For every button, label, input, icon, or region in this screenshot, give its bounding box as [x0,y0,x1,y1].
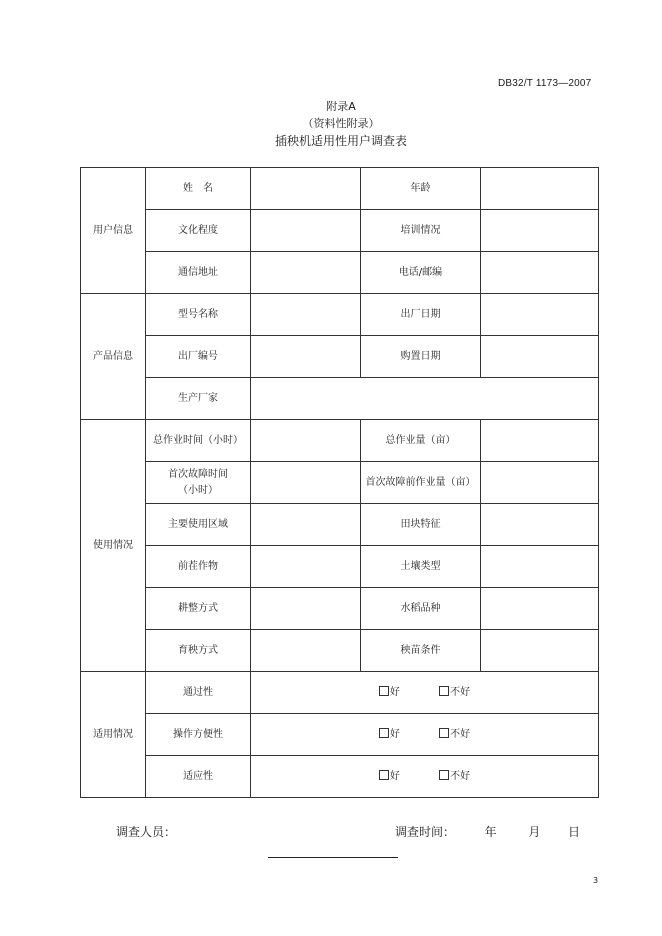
field-education[interactable] [251,210,361,252]
label-mfg-date: 出厂日期 [361,294,481,336]
table-row [81,630,599,672]
checkbox-good-label: 好 [389,686,400,698]
checkbox-bad[interactable] [439,685,470,701]
table-row [81,294,599,336]
checkbox-bad[interactable] [439,769,470,785]
table-row [81,378,599,420]
label-first-fault-area: 首次故障前作业量（亩） [361,462,481,504]
field-seedling-condition[interactable] [481,630,599,672]
label-total-hours: 总作业时间（小时） [146,420,251,462]
label-first-fault-time-line2: （小时） [178,484,218,496]
label-address: 通信地址 [146,252,251,294]
field-seedling-method[interactable] [251,630,361,672]
field-mfg-date[interactable] [481,294,599,336]
page-number: 3 [593,876,599,885]
table-row [81,504,599,546]
field-model[interactable] [251,294,361,336]
field-region[interactable] [251,504,361,546]
label-soil-type: 土壤类型 [361,546,481,588]
label-field-features: 田块特征 [361,504,481,546]
checkbox-square-icon[interactable] [439,728,449,738]
checkbox-square-icon[interactable] [379,728,389,738]
checkbox-good[interactable] [379,727,400,743]
table-row [81,714,599,756]
table-row [81,462,599,504]
label-seedling-method: 育秧方式 [146,630,251,672]
label-name: 姓 名 [146,168,251,210]
section-user-info: 用户信息 [81,168,146,294]
label-total-area: 总作业量（亩） [361,420,481,462]
options-adaptability [251,756,599,798]
label-purchase-date: 购置日期 [361,336,481,378]
appendix-label: 附录A [326,100,356,113]
field-name[interactable] [251,168,361,210]
section-usage: 使用情况 [81,420,146,672]
section-product-info: 产品信息 [81,294,146,420]
field-purchase-date[interactable] [481,336,599,378]
label-first-fault-time-line1: 首次故障时间 [168,468,228,480]
checkbox-bad-label: 不好 [450,770,471,782]
label-manufacturer: 生产厂家 [146,378,251,420]
field-soil-type[interactable] [481,546,599,588]
field-total-hours[interactable] [251,420,361,462]
survey-year: 年 [484,825,497,839]
section-suitability: 适用情况 [81,672,146,798]
field-manufacturer[interactable] [251,378,599,420]
field-serial[interactable] [251,336,361,378]
checkbox-good[interactable] [379,685,400,701]
checkbox-good-label: 好 [389,770,400,782]
checkbox-square-icon[interactable] [439,770,449,780]
table-row [81,420,599,462]
field-address[interactable] [251,252,361,294]
table-row [81,210,599,252]
label-first-fault-time [146,462,251,504]
label-region: 主要使用区域 [146,504,251,546]
checkbox-square-icon[interactable] [379,770,389,780]
checkbox-bad-label: 不好 [450,728,471,740]
field-rice-variety[interactable] [481,588,599,630]
options-ease-of-operation [251,714,599,756]
field-training[interactable] [481,210,599,252]
table-row [81,672,599,714]
field-first-fault-time[interactable] [251,462,361,504]
checkbox-square-icon[interactable] [379,686,389,696]
checkbox-good[interactable] [379,769,400,785]
label-model: 型号名称 [146,294,251,336]
field-tillage[interactable] [251,588,361,630]
form-title: 插秧机适用性用户调查表 [274,134,407,148]
checkbox-bad-label: 不好 [450,686,471,698]
field-field-features[interactable] [481,504,599,546]
checkbox-square-icon[interactable] [439,686,449,696]
field-first-fault-area[interactable] [481,462,599,504]
signature-line [268,857,398,858]
table-row [81,546,599,588]
standard-number: DB32/T 1173—2007 [498,78,592,89]
label-tillage: 耕整方式 [146,588,251,630]
checkbox-bad[interactable] [439,727,470,743]
appendix-type: （资料性附录） [302,117,380,130]
field-previous-crop[interactable] [251,546,361,588]
survey-time [395,823,580,840]
label-adaptability: 适应性 [146,756,251,798]
checkbox-good-label: 好 [389,728,400,740]
label-serial: 出厂编号 [146,336,251,378]
survey-time-label: 调查时间： [395,825,456,839]
label-training: 培训情况 [361,210,481,252]
label-passability: 通过性 [146,672,251,714]
options-passability [251,672,599,714]
investigator-label: 调查人员： [116,825,177,839]
field-phone[interactable] [481,252,599,294]
label-education: 文化程度 [146,210,251,252]
label-rice-variety: 水稻品种 [361,588,481,630]
label-previous-crop: 前茬作物 [146,546,251,588]
survey-table [80,167,599,798]
survey-month: 月 [528,825,541,839]
table-row [81,336,599,378]
label-age: 年龄 [361,168,481,210]
table-row [81,588,599,630]
field-total-area[interactable] [481,420,599,462]
label-phone: 电话/邮编 [361,252,481,294]
survey-day: 日 [568,825,581,839]
table-row [81,168,599,210]
table-row [81,252,599,294]
label-ease-of-operation: 操作方便性 [146,714,251,756]
label-seedling-condition: 秧苗条件 [361,630,481,672]
field-age[interactable] [481,168,599,210]
table-row [81,756,599,798]
